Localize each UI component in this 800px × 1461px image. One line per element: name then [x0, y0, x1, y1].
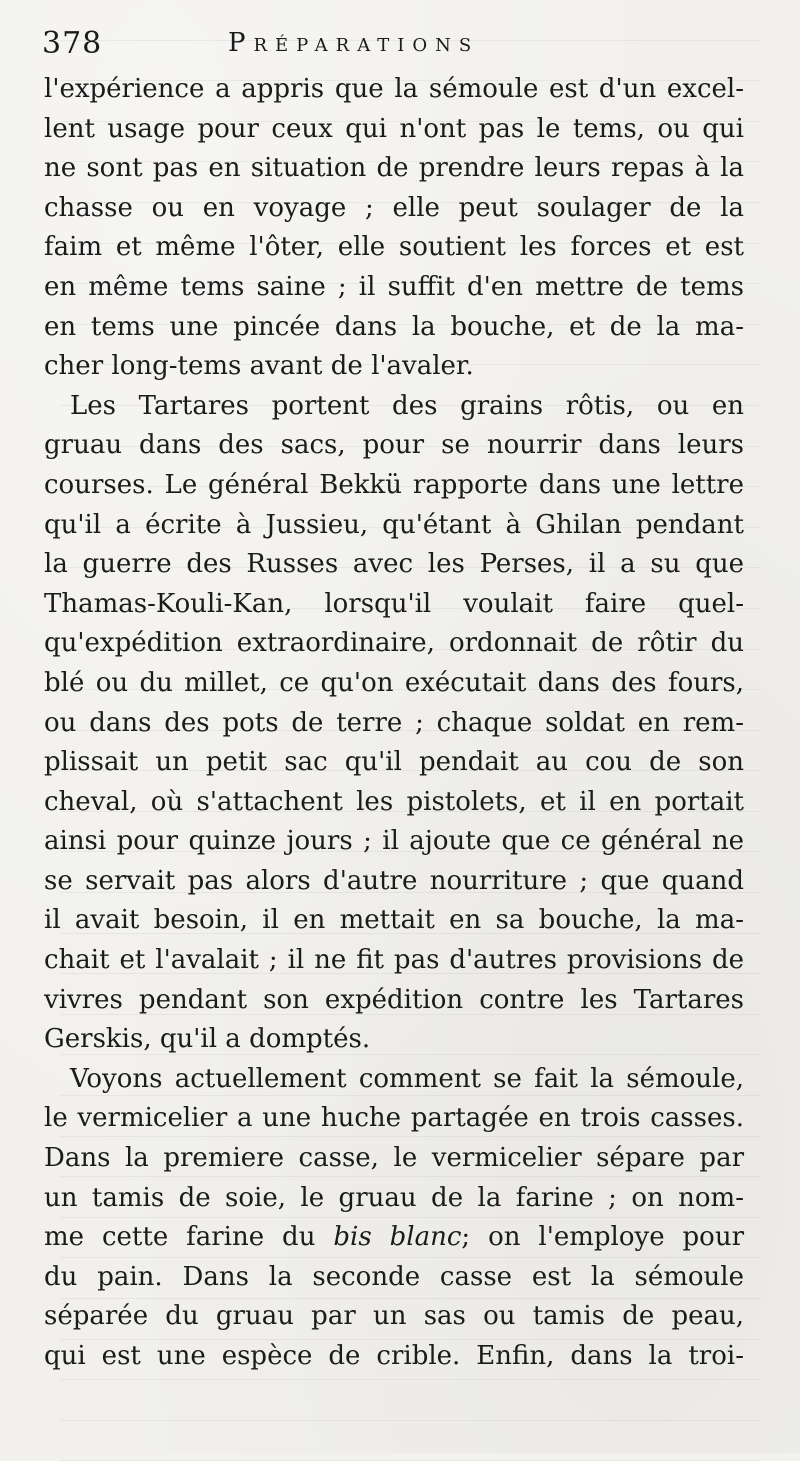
text-line: courses. Le général Bekkü rapporte dans une lettre	[44, 469, 744, 500]
text-line: en même tems saine ; il suffit d'en mettre de tems	[44, 271, 744, 302]
text-line: qu'expédition extraordinaire, ordonnait de rôtir du	[44, 628, 744, 659]
text-line-with-italic	[44, 1218, 744, 1258]
paragraph	[44, 387, 744, 1060]
running-title: Préparations	[228, 28, 480, 58]
text-line: ou dans des pots de terre ; chaque soldat en rem-	[44, 707, 744, 738]
text-line: lent usage pour ceux qui n'ont pas le tems, ou qui	[44, 113, 744, 144]
text-line: l'expérience a appris que la sémoule est d'un excel-	[44, 74, 744, 104]
text-line: en tems une pincée dans la bouche, et de la ma-	[44, 311, 744, 342]
text-line: ne sont pas en situation de prendre leurs repas à la	[44, 153, 744, 184]
text-line: il avait besoin, il en mettait en sa bouche, la ma-	[44, 905, 744, 936]
text-line: Thamas-Kouli-Kan, lorsqu'il voulait faire quel-	[44, 588, 744, 619]
text-line: chasse ou en voyage ; elle peut soulager de la	[44, 192, 744, 223]
text-line: Gerskis, qu'il a domptés.	[44, 1024, 371, 1055]
text-line: ainsi pour quinze jours ; il ajoute que ce général ne	[44, 826, 744, 857]
text-line: cher long-tems avant de l'avaler.	[44, 351, 474, 382]
text-segment: ; on l'employe pour	[461, 1222, 744, 1253]
text-line: blé ou du millet, ce qu'on exécutait dans des fours,	[44, 667, 744, 698]
text-line: Voyons actuellement comment se fait la sémoule,	[70, 1063, 744, 1094]
text-line: faim et même l'ôter, elle soutient les forces et est	[44, 232, 744, 263]
text-line: vivres pendant son expédition contre les Tartares	[44, 984, 744, 1015]
page-number: 378	[42, 26, 103, 61]
text-line: du pain. Dans la seconde casse est la sémoule	[44, 1261, 744, 1292]
text-line: se servait pas alors d'autre nourriture ; que quand	[44, 865, 744, 896]
paragraph	[44, 1060, 744, 1377]
text-line: qu'il a écrite à Jussieu, qu'étant à Ghilan pendant	[44, 509, 744, 540]
text-segment: me cette farine du	[44, 1222, 316, 1253]
text-line: Les Tartares portent des grains rôtis, ou en	[70, 390, 744, 421]
text-line: chait et l'avalait ; il ne fit pas d'autres provisions de	[44, 945, 744, 976]
text-line: qui est une espèce de crible. Enfin, dans la troi-	[44, 1341, 744, 1371]
text-line: cheval, où s'attachent les pistolets, et il en portait	[44, 786, 744, 817]
text-line: plissait un petit sac qu'il pendait au cou de son	[44, 747, 744, 778]
text-line: gruau dans des sacs, pour se nourrir dans leurs	[44, 430, 744, 461]
italic-term: bis blanc	[333, 1222, 462, 1253]
body-text	[44, 70, 744, 1377]
text-line: le vermicelier a une huche partagée en trois casses.	[44, 1103, 744, 1134]
paragraph	[44, 70, 744, 387]
text-line: un tamis de soie, le gruau de la farine ; on nom-	[44, 1182, 744, 1213]
text-line: la guerre des Russes avec les Perses, il a su que	[44, 549, 744, 580]
text-line: Dans la premiere casse, le vermicelier sépare par	[44, 1143, 744, 1174]
text-line: séparée du gruau par un sas ou tamis de peau,	[44, 1301, 744, 1332]
page-header	[42, 20, 742, 64]
